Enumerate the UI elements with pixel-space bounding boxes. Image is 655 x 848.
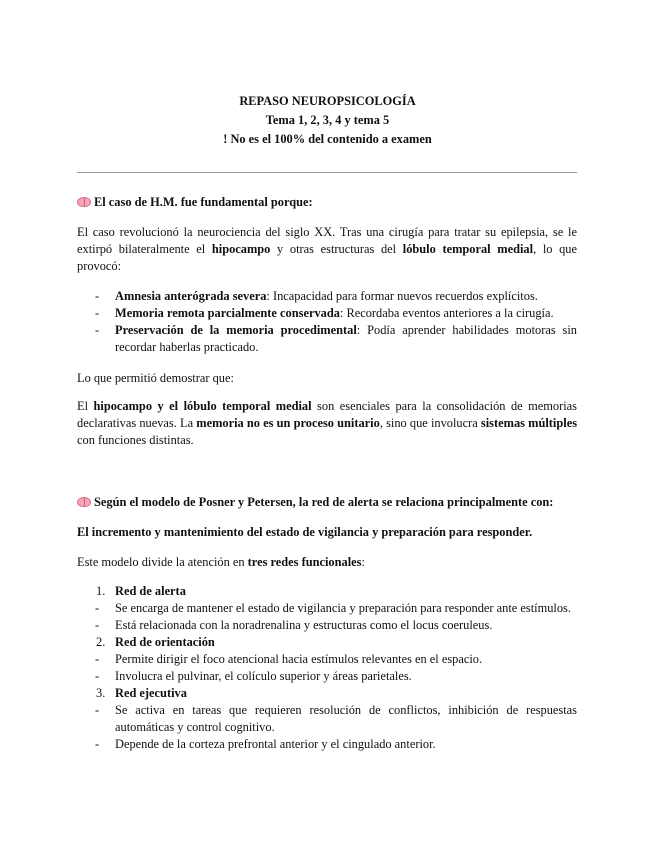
- list-item: - Se encarga de mantener el estado de vigilancia y preparación para responder ante estímulos.: [95, 601, 571, 615]
- network-ejecutiva: 3. Red ejecutiva: [96, 686, 187, 700]
- network-orientacion: 2. Red de orientación: [96, 635, 215, 649]
- list-item: - Permite dirigir el foco atencional hacia estímulos relevantes en el espacio.: [95, 652, 483, 666]
- section2-intro: Este modelo divide la atención en tres redes funcionales:: [77, 555, 365, 569]
- section1-question: El caso de H.M. fue fundamental porque:: [77, 194, 577, 211]
- document-subtitle: Tema 1, 2, 3, 4 y tema 5: [265, 113, 390, 127]
- brain-icon: [77, 196, 92, 207]
- section1-conclusion: El hipocampo y el lóbulo temporal medial son esenciales para la consolidación de memorias declarativas nuevas. La memoria no es un proceso unitario, sino que involucra sistemas múltiples con funciones distintas.: [77, 399, 578, 447]
- list-item: - Se activa en tareas que requieren resolución de conflictos, inhibición de respuestas automáticas y control cognitivo.: [95, 703, 577, 734]
- list-item: - Amnesia anterógrada severa: Incapacidad para formar nuevos recuerdos explícitos.: [95, 289, 538, 303]
- list-item: - Preservación de la memoria procedimental: Podía aprender habilidades motoras sin recordar haberlas practicado.: [95, 323, 577, 354]
- document-header: [0, 92, 655, 149]
- section1-intro: El caso revolucionó la neurociencia del siglo XX. Tras una cirugía para tratar su epilepsia, se le extirpó bilateralmente el hipocampo y otras estructuras del lóbulo temporal medial, lo que provocó:: [77, 225, 578, 273]
- section1-demo-line: Lo que permitió demostrar que:: [77, 371, 234, 385]
- brain-icon: [77, 496, 92, 507]
- document-note: ! No es el 100% del contenido a examen: [223, 132, 432, 146]
- attention-networks-list: [77, 583, 577, 753]
- section1-bullet-list: [77, 288, 577, 356]
- list-item: - Involucra el pulvinar, el colículo superior y áreas parietales.: [95, 669, 412, 683]
- network-alerta: 1. Red de alerta: [96, 584, 186, 598]
- list-item: - Depende de la corteza prefrontal anterior y el cingulado anterior.: [95, 737, 436, 751]
- horizontal-divider: [77, 172, 577, 173]
- list-item: - Está relacionada con la noradrenalina y estructuras como el locus coeruleus.: [95, 618, 493, 632]
- document-title: REPASO NEUROPSICOLOGÍA: [239, 94, 416, 108]
- list-item: - Memoria remota parcialmente conservada: Recordaba eventos anteriores a la cirugía.: [95, 306, 554, 320]
- section2-question: Según el modelo de Posner y Petersen, la red de alerta se relaciona principalmente con:: [77, 494, 577, 511]
- section2-answer: El incremento y mantenimiento del estado de vigilancia y preparación para responder.: [77, 525, 533, 539]
